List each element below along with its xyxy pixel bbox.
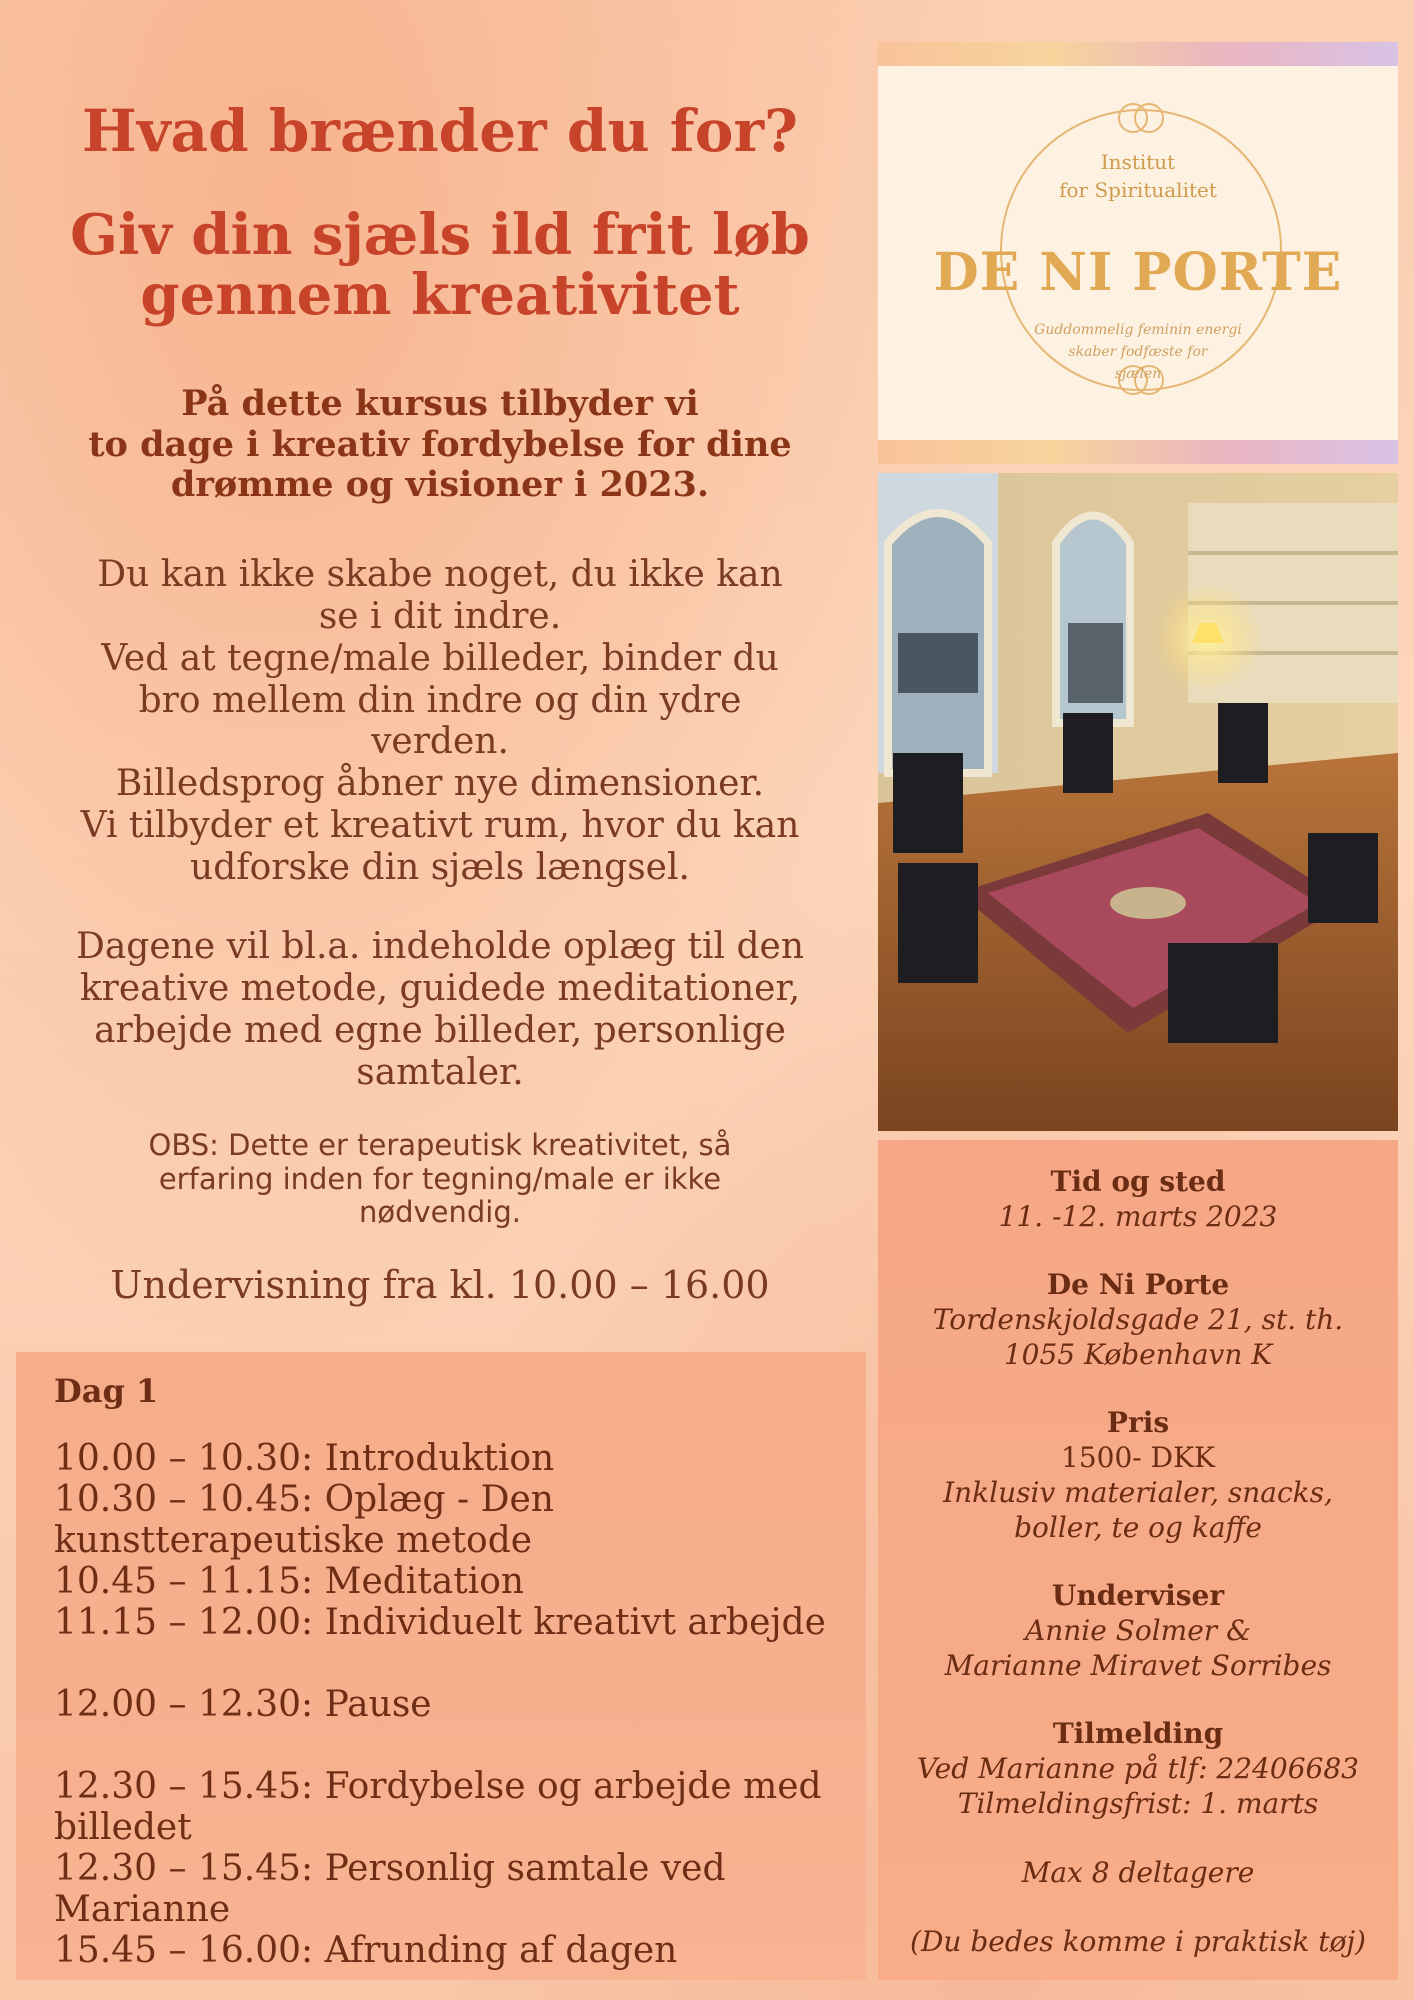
intro-line: drømme og visioner i 2023. bbox=[170, 464, 710, 506]
logo-tagline: Guddommelig feminin energi bbox=[1034, 322, 1242, 338]
logo-name: DE NI PORTE bbox=[933, 242, 1343, 303]
intro-line: to dage i kreativ fordybelse for dine bbox=[88, 423, 792, 465]
obs-line: OBS: Dette er terapeutisk kreativitet, så bbox=[148, 1128, 732, 1163]
info-place-title: De Ni Porte bbox=[1046, 1268, 1230, 1301]
content-line: samtaler. bbox=[356, 1051, 524, 1093]
schedule-box bbox=[16, 1352, 866, 1980]
content-paragraph bbox=[30, 926, 850, 1093]
obs-line: nødvendig. bbox=[358, 1195, 521, 1230]
schedule-line: 12.30 – 15.45: Fordybelse og arbejde med bbox=[54, 1766, 822, 1807]
headline-main bbox=[30, 201, 850, 329]
intro-line: På dette kursus tilbyder vi bbox=[181, 382, 699, 424]
description-line: udforske din sjæls længsel. bbox=[190, 846, 690, 888]
schedule-gap bbox=[54, 1725, 828, 1766]
content-line: arbejde med egne billeder, personlige bbox=[94, 1009, 786, 1051]
info-box bbox=[878, 1140, 1398, 1980]
info-time-title: Tid og sted bbox=[1050, 1165, 1226, 1198]
description-line: Ved at tegne/male billeder, binder du bbox=[101, 637, 779, 679]
obs-line: erfaring inden for tegning/male er ikke bbox=[158, 1161, 722, 1196]
teaching-hours: Undervisning fra kl. 10.00 – 16.00 bbox=[110, 1263, 770, 1308]
description-line: bro mellem din indre og din ydre bbox=[138, 679, 742, 721]
logo-spiritualitet: for Spiritualitet bbox=[1059, 178, 1217, 202]
schedule-line: 10.30 – 10.45: Oplæg - Den bbox=[54, 1479, 554, 1520]
logo-tagline: sjælen bbox=[1114, 366, 1162, 382]
info-signup-deadline: Tilmeldingsfrist: 1. marts bbox=[957, 1787, 1319, 1820]
info-teacher-title: Underviser bbox=[1051, 1579, 1225, 1612]
left-column bbox=[30, 80, 850, 1307]
schedule-line: 12.00 – 12.30: Pause bbox=[54, 1684, 432, 1725]
info-signup-title: Tilmelding bbox=[1052, 1717, 1224, 1750]
description-line: Vi tilbyder et kreativt rum, hvor du kan bbox=[80, 804, 800, 846]
logo-panel bbox=[878, 66, 1398, 440]
schedule-gap bbox=[54, 1643, 828, 1684]
info-time-text: 11. -12. marts 2023 bbox=[998, 1200, 1278, 1233]
schedule-line: 10.45 – 11.15: Meditation bbox=[54, 1561, 525, 1602]
info-max-participants: Max 8 deltagere bbox=[1021, 1856, 1255, 1889]
description-line: se i dit indre. bbox=[318, 596, 562, 638]
headline-main-line1: Giv din sjæls ild frit løb bbox=[70, 201, 810, 268]
info-place-city: 1055 København K bbox=[1003, 1338, 1273, 1371]
description-line: Du kan ikke skabe noget, du ikke kan bbox=[97, 554, 783, 596]
info-price-includes: Inklusiv materialer, snacks, bbox=[943, 1476, 1333, 1509]
logo-box bbox=[878, 42, 1398, 464]
schedule-line: 11.15 – 12.00: Individuelt kreativt arbejde bbox=[54, 1602, 826, 1643]
room-photo bbox=[878, 473, 1398, 1131]
headline-question: Hvad brænder du for? bbox=[82, 97, 798, 165]
room-photo-illustration bbox=[878, 473, 1398, 1131]
headline-main-line2: gennem kreativitet bbox=[140, 262, 740, 329]
info-price-title: Pris bbox=[1106, 1406, 1170, 1439]
schedule-line: billedet bbox=[54, 1807, 192, 1848]
content-line: kreative metode, guidede meditationer, bbox=[79, 968, 801, 1010]
info-price-includes: boller, te og kaffe bbox=[1014, 1511, 1262, 1544]
schedule-day-title: Dag 1 bbox=[54, 1372, 159, 1410]
schedule-line: Marianne bbox=[54, 1889, 231, 1930]
schedule-line: kunstterapeutiske metode bbox=[54, 1520, 533, 1561]
obs-note bbox=[30, 1129, 850, 1229]
info-teacher-name: Marianne Miravet Sorribes bbox=[944, 1649, 1332, 1682]
content-line: Dagene vil bl.a. indeholde oplæg til den bbox=[75, 926, 804, 968]
schedule-line: 10.00 – 10.30: Introduktion bbox=[54, 1438, 555, 1479]
info-signup-phone: Ved Marianne på tlf: 22406683 bbox=[917, 1752, 1359, 1785]
logo-institut: Institut bbox=[1100, 150, 1176, 174]
schedule-line: 15.45 – 16.00: Afrunding af dagen bbox=[54, 1930, 678, 1971]
schedule-line: 12.30 – 15.45: Personlig samtale ved bbox=[54, 1848, 726, 1889]
info-teacher-name: Annie Solmer & bbox=[1024, 1614, 1252, 1647]
description-paragraph bbox=[30, 554, 850, 888]
info-clothing-note: (Du bedes komme i praktisk tøj) bbox=[910, 1925, 1366, 1958]
description-line: Billedsprog åbner nye dimensioner. bbox=[115, 763, 765, 805]
description-line: verden. bbox=[371, 721, 509, 763]
info-place-address: Tordenskjoldsgade 21, st. th. bbox=[932, 1303, 1344, 1336]
info-price-amount: 1500- DKK bbox=[1061, 1441, 1215, 1474]
logo-tagline: skaber fodfæste for bbox=[1068, 344, 1208, 360]
intro-paragraph bbox=[30, 384, 850, 507]
